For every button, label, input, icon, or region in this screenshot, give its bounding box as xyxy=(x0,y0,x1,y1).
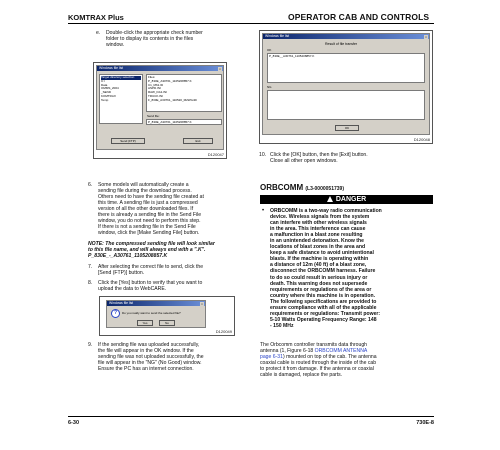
orbcomm-code: (L3-0000051739) xyxy=(305,186,344,192)
file-item[interactable]: C1_M61.ID xyxy=(148,82,164,87)
directory-item[interactable]: KOMTRAX xyxy=(101,93,116,98)
file-item[interactable]: TRUCK.INI xyxy=(148,93,163,98)
file-item[interactable]: P_830E_A30761_1105208857.K xyxy=(148,78,192,83)
footer-model: 730E-8 xyxy=(416,420,434,426)
directory-tree-panel[interactable] xyxy=(99,74,143,124)
directory-item[interactable]: Temp xyxy=(101,97,109,102)
yes-button[interactable]: Yes xyxy=(137,320,153,326)
danger-line: in the area. This interference can cause xyxy=(270,226,366,233)
step-8-text xyxy=(98,280,202,292)
directory-item[interactable]: C:\ xyxy=(101,78,105,83)
ok-file-item[interactable]: P_830E__A30761_1105208857.K xyxy=(269,54,315,58)
danger-line: country where this machine is in operation. xyxy=(270,292,376,299)
note-line: to this file name, and will always end with a ".K". xyxy=(88,247,206,254)
figure-label: D120049 xyxy=(215,329,232,334)
confirm-question: Do you really want to send the selected file? xyxy=(122,311,181,315)
step-e-text xyxy=(106,30,203,48)
header-product-name: KOMTRAX Plus xyxy=(68,13,124,22)
step-e-line: window. xyxy=(106,42,125,49)
danger-banner xyxy=(260,195,433,204)
file-list-window xyxy=(96,65,224,150)
danger-line: - 150 MHz xyxy=(270,322,294,329)
close-icon[interactable]: × xyxy=(219,66,221,71)
step-6-text xyxy=(98,182,204,236)
danger-line: device. Wireless signals from the system xyxy=(270,214,370,221)
result-window-title: Windows file list xyxy=(263,34,429,39)
orbcomm-heading xyxy=(260,183,344,192)
step-10-marker: 10. xyxy=(259,152,267,158)
send-file-field[interactable]: P_830E_A30761_1105208857.K xyxy=(146,119,222,125)
orbcomm-body-line: to protect it from damage. If the antenna or coaxial xyxy=(260,366,374,373)
danger-line: a malfunction in a blast zone resulting xyxy=(270,232,363,239)
danger-line: to do so could result in serious injury or xyxy=(270,274,368,281)
page-link[interactable]: page 6-31 xyxy=(260,354,283,361)
directory-item[interactable]: _SEND xyxy=(101,90,112,95)
step-6-line: version of all the other downloaded files. If xyxy=(98,206,194,213)
orbcomm-body-line: cable is damaged, replace the parts. xyxy=(260,372,343,379)
step-10-text xyxy=(270,152,368,164)
danger-line: in an unintended detonation. Know the xyxy=(270,238,364,245)
figure-label: D120048 xyxy=(413,137,430,142)
step-e-marker: e. xyxy=(96,30,101,36)
danger-line: disconnect the ORBCOMM harness. Failure xyxy=(270,268,376,275)
files-panel[interactable] xyxy=(146,74,222,112)
header-section-title: OPERATOR CAB AND CONTROLS xyxy=(288,12,430,22)
orbcomm-body-text: antenna (1, Figure 6-18 xyxy=(260,348,315,355)
file-item[interactable]: F_830E_A30761_110520_M2WG4D xyxy=(148,97,197,102)
danger-line: ensure compliance with all of the applicable xyxy=(270,304,377,311)
confirm-window-title: Windows file list xyxy=(107,301,205,306)
step-6-line: there is already a sending file in the Send File xyxy=(98,212,202,219)
question-icon: ? xyxy=(111,309,120,318)
step-6-line: Others need to have the sending file created at xyxy=(98,194,204,201)
send-ftp-button[interactable]: Send (FTP) xyxy=(111,138,145,144)
close-icon[interactable]: × xyxy=(425,34,427,39)
send-file-label: Send file: xyxy=(147,114,160,118)
step-7-line: After selecting the correct file to send, click the xyxy=(98,264,204,270)
danger-line: death. This warning does not supersede xyxy=(270,280,368,287)
result-window xyxy=(262,33,430,135)
ng-file-list[interactable] xyxy=(267,90,425,120)
step-8-line: upload the data to WebCARE. xyxy=(98,286,167,293)
step-e-line: Double-click the appropriate check number xyxy=(106,30,203,36)
step-7-marker: 7. xyxy=(88,264,93,270)
step-7-line: [Send (FTP)] button. xyxy=(98,270,145,277)
step-7-text xyxy=(98,264,203,276)
danger-text xyxy=(270,208,382,329)
ok-list-label: OK xyxy=(267,48,272,52)
footer-page-number: 6-30 xyxy=(68,420,80,426)
orbcomm-body-line: The Orbcomm controller transmits data through xyxy=(260,342,368,348)
step-9-line: Ensure the PC has an internet connection. xyxy=(98,366,194,373)
step-9-marker: 9. xyxy=(88,342,93,348)
step-10-line: Close all other open windows. xyxy=(270,158,338,165)
no-button[interactable]: No xyxy=(159,320,175,326)
danger-line: a distance of 12m (40 ft) of a blast zone, xyxy=(270,262,367,269)
step-9-line: the file will appear in the OK window. If the xyxy=(98,348,194,355)
footer-rule xyxy=(68,416,434,417)
directory-panel-title: Target directory selection xyxy=(101,76,141,80)
file-item[interactable]: ASPD.INI xyxy=(148,86,161,91)
danger-line: blasts. If the machine is operating within xyxy=(270,256,369,263)
step-6-line: sending file during the download process. xyxy=(98,188,192,195)
warning-triangle-icon xyxy=(327,196,333,202)
danger-line: locations of blast zones in the area and xyxy=(270,244,366,251)
step-9-text xyxy=(98,342,204,372)
figure-transfer-result xyxy=(259,30,433,144)
step-9-line: file will appear in the "NG" (No Good) window. xyxy=(98,360,202,367)
ok-button[interactable]: OK xyxy=(335,125,359,131)
ng-list-label: NG xyxy=(267,85,272,89)
step-9-line: If the sending file was uploaded successfully, xyxy=(98,342,200,348)
step-6-line: window, click the [Make Sending File] button. xyxy=(98,230,200,237)
danger-line: can interfere with other wireless signals xyxy=(270,220,367,227)
result-label: Result of file transfer xyxy=(325,42,358,46)
figure-file-list xyxy=(93,62,227,159)
close-icon[interactable]: × xyxy=(201,301,203,306)
figure-label: D120047 xyxy=(207,152,224,157)
step-6-line: window, you do not need to perform this step. xyxy=(98,218,201,225)
files-panel-header: Files: xyxy=(148,75,156,79)
file-item[interactable]: RAW_DA1.INI xyxy=(148,90,168,95)
orbcomm-title: ORBCOMM xyxy=(260,183,304,192)
figure-link[interactable]: ORBCOMM ANTENNA xyxy=(314,348,368,355)
step-9-line: sending file was not uploaded successfully, the xyxy=(98,354,204,361)
exit-button[interactable]: Exit xyxy=(183,138,213,144)
danger-line: The following specifications are provided to xyxy=(270,298,377,305)
note-line: NOTE: The compressed sending file will look similar xyxy=(88,241,215,247)
step-6-marker: 6. xyxy=(88,182,93,188)
danger-line: ORBCOMM is a two-way radio communication xyxy=(270,208,382,214)
directory-item[interactable]: Data xyxy=(101,82,108,87)
danger-bullet: • xyxy=(262,208,265,214)
step-8-line: Click the [Yes] button to verify that you want to xyxy=(98,280,203,286)
danger-line: 5-10 Watts Operating Frequency Range: 148 xyxy=(270,316,377,323)
danger-line: requirements or regulations: Transmit power: xyxy=(270,310,381,317)
step-6-line: If there is not a sending file in the Send File xyxy=(98,224,196,231)
orbcomm-body-text: ) mounted on top of the cab. The antenna xyxy=(282,354,377,361)
note-line: P_830E_-_A30761_1105208857.K xyxy=(88,253,168,260)
directory-item[interactable]: OMMS_2004 xyxy=(101,86,119,91)
step-e-line: folder to display its contents in the files xyxy=(106,36,194,43)
confirm-window xyxy=(106,300,206,328)
danger-line: requirements or regulations of the area or xyxy=(270,286,372,293)
step-6-line: this time. A sending file is just a compressed xyxy=(98,200,198,207)
orbcomm-body xyxy=(260,342,377,378)
file-list-window-title: Windows file list xyxy=(97,66,223,71)
orbcomm-body-line: coaxial cable is routed through the inside of the cab xyxy=(260,360,377,367)
step-8-marker: 8. xyxy=(88,280,93,286)
step-6-line: Some models will automatically create a xyxy=(98,182,189,188)
note-block xyxy=(88,241,215,259)
ok-file-list[interactable] xyxy=(267,53,425,83)
danger-line: keep a safe distance to avoid unintentional xyxy=(270,250,374,257)
step-10-line: Click the [OK] button, then the [Exit] button. xyxy=(270,152,368,158)
header-rule xyxy=(68,23,434,24)
danger-label: DANGER xyxy=(335,196,367,203)
figure-confirm-dialog xyxy=(99,296,235,336)
